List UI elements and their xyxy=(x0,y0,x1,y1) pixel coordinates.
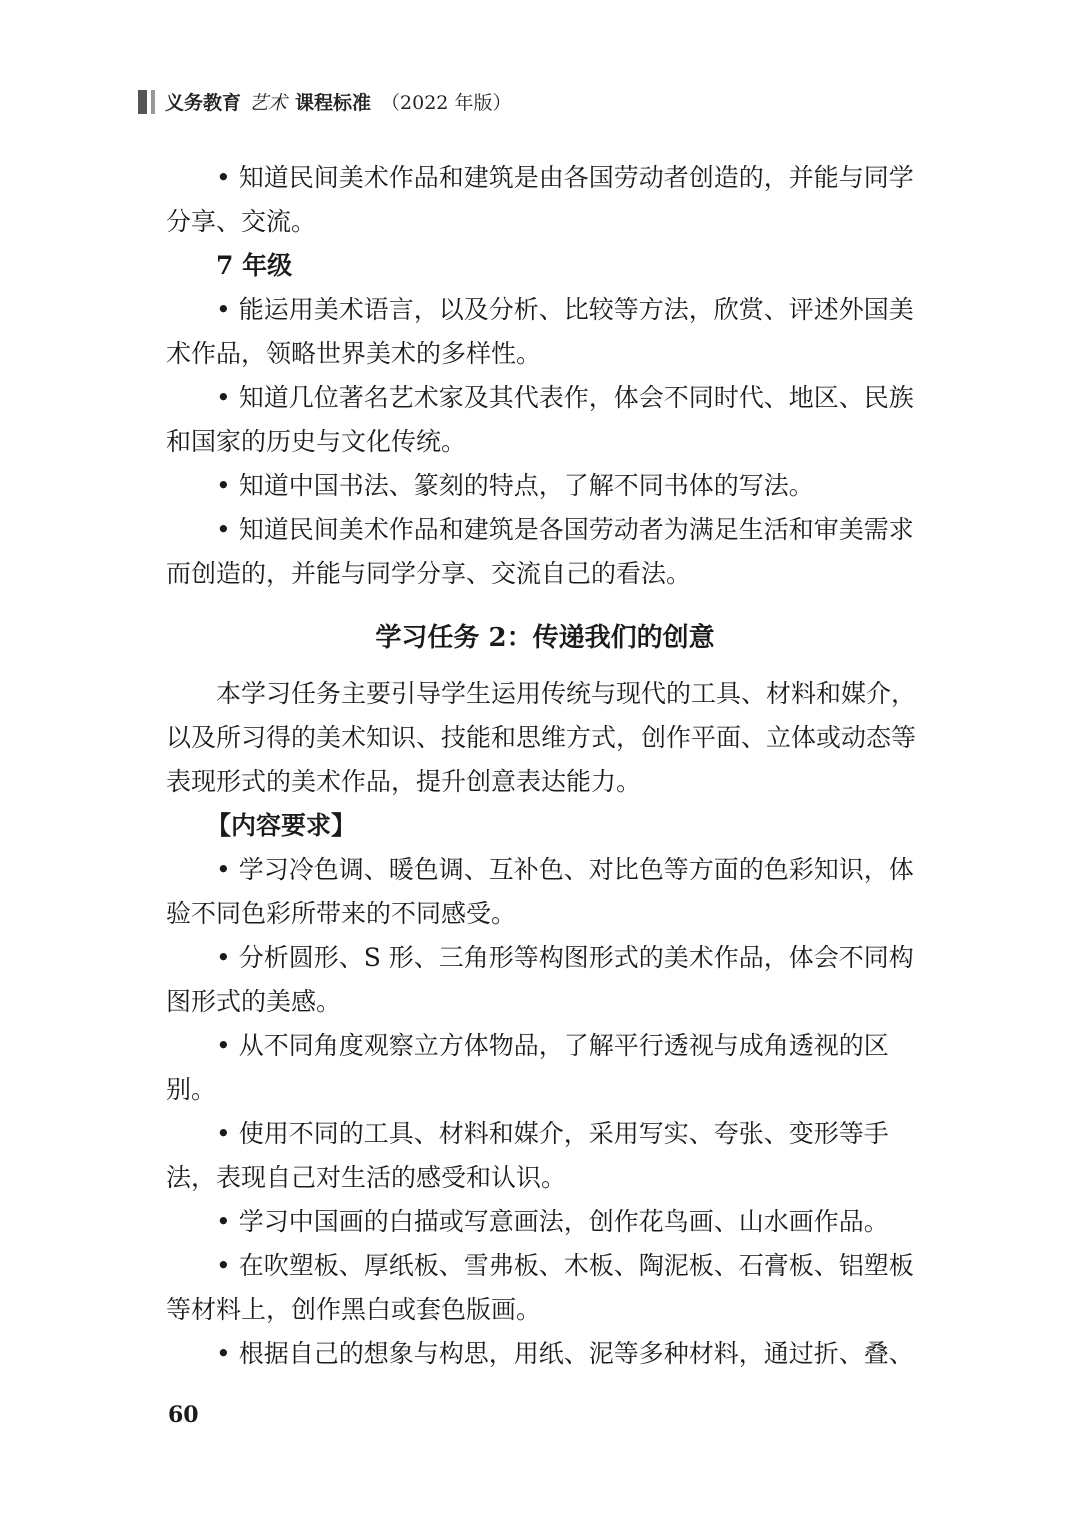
bullet-paragraph: • 知道民间美术作品和建筑是由各国劳动者创造的，并能与同学分享、交流。 xyxy=(166,163,914,236)
page-body xyxy=(166,156,924,1376)
bullet-paragraph: • 能运用美术语言，以及分析、比较等方法，欣赏、评述外国美术作品，领略世界美术的多样性。 xyxy=(166,295,914,368)
bullet-paragraph: • 知道民间美术作品和建筑是各国劳动者为满足生活和审美需求而创造的，并能与同学分享、交流自己的看法。 xyxy=(166,515,914,588)
bullet-paragraph: • 在吹塑板、厚纸板、雪弗板、木板、陶泥板、石膏板、铝塑板等材料上，创作黑白或套色版画。 xyxy=(166,1251,914,1324)
intro-paragraph: 本学习任务主要引导学生运用传统与现代的工具、材料和媒介，以及所习得的美术知识、技能和思维方式，创作平面、立体或动态等表现形式的美术作品，提升创意表达能力。 xyxy=(166,679,917,796)
bullet-paragraph: • 知道几位著名艺术家及其代表作，体会不同时代、地区、民族和国家的历史与文化传统。 xyxy=(166,383,914,456)
running-header xyxy=(138,88,511,115)
section-title: 学习任务 2：传递我们的创意 xyxy=(375,623,715,653)
bullet-paragraph: • 根据自己的想象与构思，用纸、泥等多种材料，通过折、叠、 xyxy=(216,1339,914,1368)
bullet-paragraph: • 从不同角度观察立方体物品，了解平行透视与成角透视的区别。 xyxy=(166,1031,889,1104)
header-title-part1: 义务教育 xyxy=(165,92,242,114)
bullet-paragraph: • 学习中国画的白描或写意画法，创作花鸟画、山水画作品。 xyxy=(216,1207,889,1236)
header-edition: （2022 年版） xyxy=(381,92,512,114)
requirements-heading: 【内容要求】 xyxy=(206,811,357,840)
header-title-part2: 艺术 xyxy=(249,92,288,114)
bullet-paragraph: • 使用不同的工具、材料和媒介，采用写实、夸张、变形等手法，表现自己对生活的感受和认识。 xyxy=(166,1119,889,1192)
grade-heading: 7 年级 xyxy=(216,251,293,280)
header-bars-icon xyxy=(138,90,155,114)
bullet-paragraph: • 学习冷色调、暖色调、互补色、对比色等方面的色彩知识，体验不同色彩所带来的不同感受。 xyxy=(166,855,914,928)
header-title-part3: 课程标准 xyxy=(295,92,372,114)
bullet-paragraph: • 知道中国书法、篆刻的特点，了解不同书体的写法。 xyxy=(216,471,814,500)
bullet-paragraph: • 分析圆形、S 形、三角形等构图形式的美术作品，体会不同构图形式的美感。 xyxy=(166,943,914,1016)
page-number: 60 xyxy=(168,1402,199,1428)
